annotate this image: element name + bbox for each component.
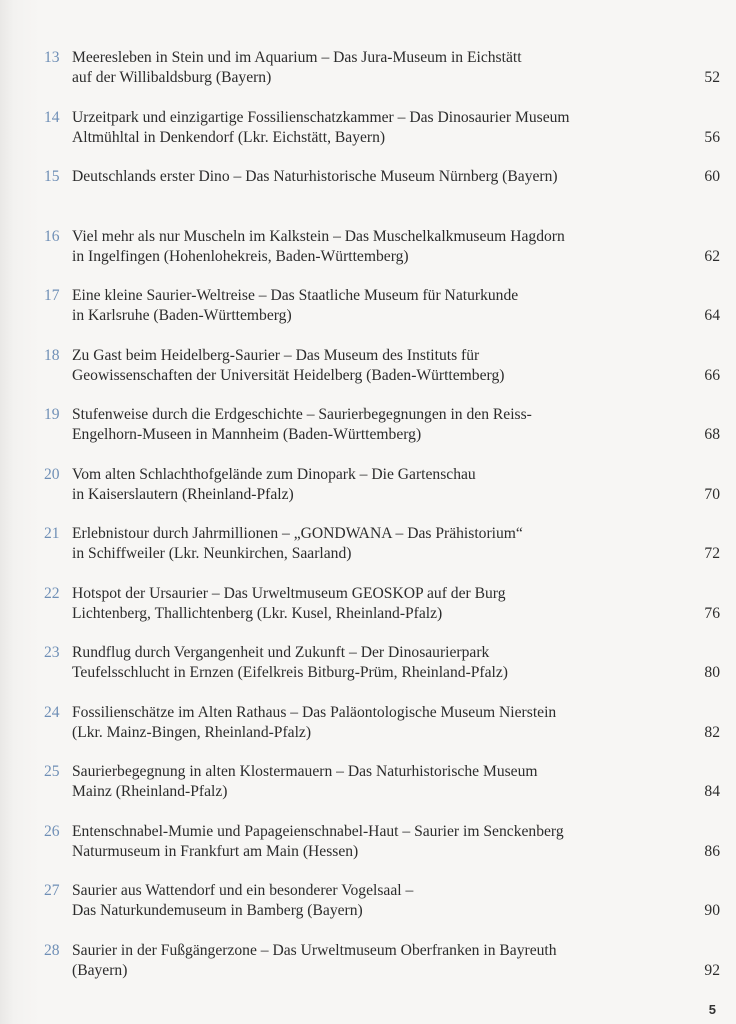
chapter-title-line: Vom alten Schlachthofgelände zum Dinopark – Die Gartenschau bbox=[72, 465, 476, 483]
toc-entry bbox=[44, 465, 720, 525]
toc-entry bbox=[44, 167, 720, 227]
chapter-title-line: Teufelsschlucht in Ernzen (Eifelkreis Bitburg-Prüm, Rheinland-Pfalz) bbox=[72, 664, 508, 681]
toc-entry bbox=[44, 405, 720, 465]
toc-entry bbox=[44, 346, 720, 406]
chapter-number: 23 bbox=[44, 644, 60, 661]
chapter-title-line: Das Naturkundemuseum in Bamberg (Bayern) bbox=[72, 902, 363, 919]
chapter-title bbox=[72, 524, 672, 564]
page-number: 82 bbox=[704, 723, 720, 741]
chapter-title-line: Engelhorn-Museen in Mannheim (Baden-Württemberg) bbox=[72, 426, 422, 443]
table-of-contents bbox=[44, 48, 720, 1000]
chapter-title-line: in Ingelfingen (Hohenlohekreis, Baden-Württemberg) bbox=[72, 247, 409, 265]
chapter-number: 17 bbox=[44, 287, 60, 304]
page-number: 52 bbox=[704, 69, 720, 86]
toc-entry bbox=[44, 881, 720, 941]
chapter-title-line: Entenschnabel-Mumie und Papageienschnabel-Haut – Saurier im Senckenberg bbox=[72, 822, 564, 840]
chapter-title-line: Meeresleben in Stein und im Aquarium – Das Jura-Museum in Eichstätt bbox=[72, 49, 522, 66]
page-number: 70 bbox=[704, 485, 720, 503]
chapter-title-line: Urzeitpark und einzigartige Fossilienschatzkammer – Das Dinosaurier Museum bbox=[72, 108, 570, 126]
chapter-title bbox=[72, 703, 672, 743]
chapter-title-line: Viel mehr als nur Muscheln im Kalkstein – Das Muschelkalkmuseum Hagdorn bbox=[72, 227, 565, 245]
page-number: 86 bbox=[704, 842, 720, 860]
page-number: 92 bbox=[704, 961, 720, 979]
chapter-title bbox=[72, 584, 672, 624]
chapter-number: 14 bbox=[44, 108, 60, 126]
chapter-title-line: Zu Gast beim Heidelberg-Saurier – Das Museum des Instituts für bbox=[72, 346, 480, 364]
page-number: 72 bbox=[704, 545, 720, 562]
chapter-title bbox=[72, 822, 672, 862]
toc-entry bbox=[44, 643, 720, 703]
chapter-title bbox=[72, 762, 672, 802]
chapter-title-line: Saurier in der Fußgängerzone – Das Urweltmuseum Oberfranken in Bayreuth bbox=[72, 941, 557, 959]
chapter-number: 18 bbox=[44, 346, 60, 364]
chapter-title bbox=[72, 405, 672, 445]
chapter-title bbox=[72, 941, 672, 981]
chapter-title-line: Deutschlands erster Dino – Das Naturhistorische Museum Nürnberg (Bayern) bbox=[72, 168, 558, 185]
page-number: 90 bbox=[704, 902, 720, 919]
chapter-title-line: Stufenweise durch die Erdgeschichte – Saurierbegegnungen in den Reiss- bbox=[72, 406, 532, 423]
chapter-title-line: auf der Willibaldsburg (Bayern) bbox=[72, 69, 272, 86]
chapter-title-line: (Lkr. Mainz-Bingen, Rheinland-Pfalz) bbox=[72, 723, 312, 741]
chapter-title bbox=[72, 465, 672, 505]
chapter-title-line: Eine kleine Saurier-Weltreise – Das Staatliche Museum für Naturkunde bbox=[72, 287, 519, 304]
chapter-title-line: Lichtenberg, Thallichtenberg (Lkr. Kusel, Rheinland-Pfalz) bbox=[72, 604, 443, 622]
chapter-title-line: Fossilienschätze im Alten Rathaus – Das Paläontologische Museum Nierstein bbox=[72, 703, 557, 721]
chapter-number: 27 bbox=[44, 882, 60, 899]
chapter-title-line: Saurierbegegnung in alten Klostermauern – Das Naturhistorische Museum bbox=[72, 763, 538, 780]
toc-entry bbox=[44, 524, 720, 584]
toc-entry bbox=[44, 822, 720, 882]
page-number: 76 bbox=[704, 604, 720, 622]
toc-entry bbox=[44, 703, 720, 763]
chapter-title bbox=[72, 48, 672, 88]
chapter-title-line: Hotspot der Ursaurier – Das Urweltmuseum GEOSKOP auf der Burg bbox=[72, 584, 506, 602]
chapter-title-line: in Kaiserslautern (Rheinland-Pfalz) bbox=[72, 485, 294, 503]
chapter-title-line: in Karlsruhe (Baden-Württemberg) bbox=[72, 307, 292, 324]
chapter-title bbox=[72, 108, 672, 148]
chapter-title-line: Erlebnistour durch Jahrmillionen – „GONDWANA – Das Prähistorium“ bbox=[72, 525, 523, 542]
page-folio: 5 bbox=[708, 1002, 716, 1017]
chapter-number: 26 bbox=[44, 822, 60, 840]
chapter-number: 21 bbox=[44, 525, 60, 542]
chapter-title-line: Geowissenschaften der Universität Heidelberg (Baden-Württemberg) bbox=[72, 366, 505, 384]
chapter-number: 22 bbox=[44, 584, 60, 602]
chapter-number: 13 bbox=[44, 49, 60, 66]
chapter-title-line: Naturmuseum in Frankfurt am Main (Hessen) bbox=[72, 842, 359, 860]
toc-entry bbox=[44, 584, 720, 644]
chapter-title bbox=[72, 346, 672, 386]
chapter-title bbox=[72, 643, 672, 683]
chapter-number: 19 bbox=[44, 406, 60, 423]
page-number: 80 bbox=[704, 664, 720, 681]
chapter-number: 28 bbox=[44, 941, 60, 959]
page-number: 56 bbox=[704, 128, 720, 146]
toc-entry bbox=[44, 286, 720, 346]
page-number: 60 bbox=[704, 168, 720, 185]
chapter-title bbox=[72, 167, 672, 187]
page-number: 62 bbox=[704, 247, 720, 265]
chapter-title bbox=[72, 286, 672, 326]
chapter-title-line: Saurier aus Wattendorf und ein besonderer Vogelsaal – bbox=[72, 882, 414, 899]
chapter-title-line: (Bayern) bbox=[72, 961, 128, 979]
toc-entry bbox=[44, 108, 720, 168]
page-number: 84 bbox=[704, 783, 720, 800]
toc-entry bbox=[44, 941, 720, 1001]
chapter-title bbox=[72, 227, 672, 267]
chapter-number: 20 bbox=[44, 465, 60, 483]
chapter-number: 16 bbox=[44, 227, 60, 245]
chapter-number: 25 bbox=[44, 763, 60, 780]
page-number: 68 bbox=[704, 426, 720, 443]
chapter-title-line: Mainz (Rheinland-Pfalz) bbox=[72, 783, 228, 800]
chapter-title-line: in Schiffweiler (Lkr. Neunkirchen, Saarland) bbox=[72, 545, 352, 562]
chapter-number: 24 bbox=[44, 703, 60, 721]
page-number: 64 bbox=[704, 307, 720, 324]
chapter-number: 15 bbox=[44, 168, 60, 185]
page-number: 66 bbox=[704, 366, 720, 384]
toc-entry bbox=[44, 762, 720, 822]
chapter-title-line: Altmühltal in Denkendorf (Lkr. Eichstätt, Bayern) bbox=[72, 128, 386, 146]
toc-entry bbox=[44, 227, 720, 287]
chapter-title-line: Rundflug durch Vergangenheit und Zukunft – Der Dinosaurierpark bbox=[72, 644, 490, 661]
toc-entry bbox=[44, 48, 720, 108]
chapter-title bbox=[72, 881, 672, 921]
